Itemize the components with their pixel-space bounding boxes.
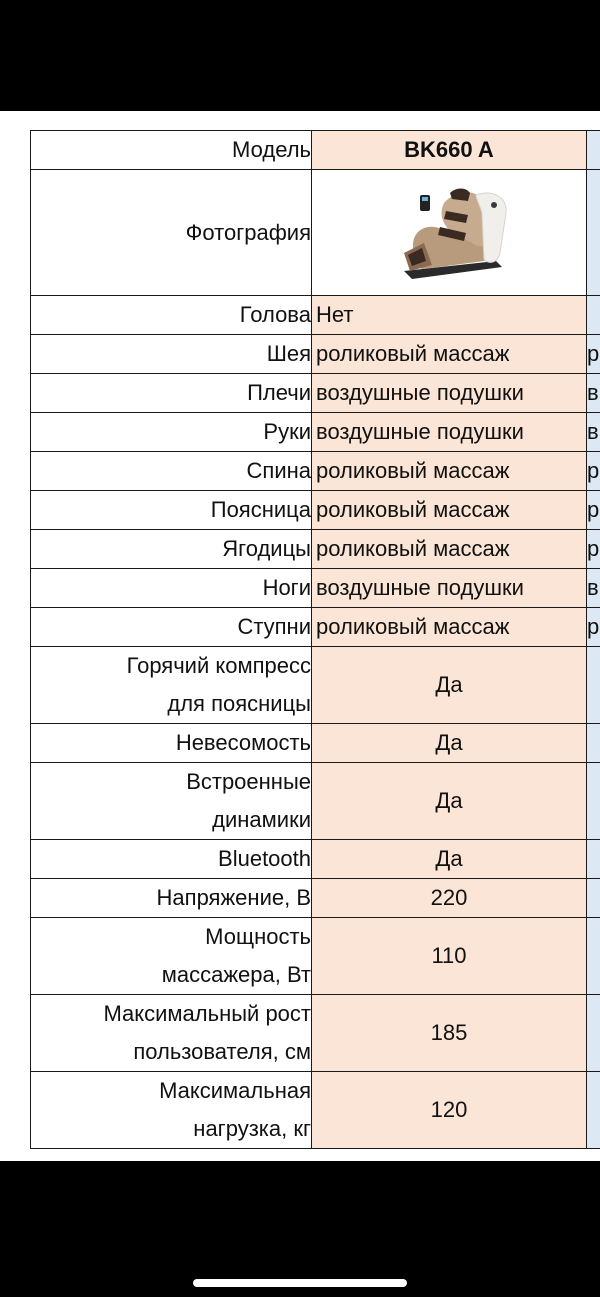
next-column-cell: в [587,413,600,452]
table-row-model [31,131,600,170]
row-value: Да [312,840,587,879]
row-value: Да [312,763,587,840]
table-row [31,335,600,374]
next-column-cell [587,879,600,918]
row-label [31,995,312,1072]
table-row [31,374,600,413]
table-row [31,491,600,530]
row-label-line: Горячий компресс [126,653,311,678]
table-row-bluetooth [31,840,600,879]
model-name: BK660 A [312,131,587,170]
row-label [31,1072,312,1149]
row-label: Поясница [31,491,312,530]
table-row-zero-gravity [31,724,600,763]
row-label: Напряжение, В [31,879,312,918]
next-column-cell [587,296,600,335]
next-column-cell: р [587,452,600,491]
table-row [31,413,600,452]
row-label: Ступни [31,608,312,647]
next-column-cell [587,763,600,840]
spec-table [30,130,600,1149]
table-row-voltage [31,879,600,918]
next-column-cell [587,840,600,879]
table-row-max-load [31,1072,600,1149]
table-row [31,296,600,335]
next-column-cell: р [587,335,600,374]
row-label-line: Мощность [205,924,311,949]
bottom-bar-area [0,1161,600,1297]
table-row-speakers [31,763,600,840]
table-row [31,569,600,608]
row-value: роликовый массаж [312,335,587,374]
row-value: воздушные подушки [312,569,587,608]
row-label: Ноги [31,569,312,608]
row-value: 185 [312,995,587,1072]
row-value: роликовый массаж [312,452,587,491]
row-label: Невесомость [31,724,312,763]
row-value: 110 [312,918,587,995]
row-value: роликовый массаж [312,608,587,647]
row-value: 120 [312,1072,587,1149]
next-column-cell: в [587,569,600,608]
row-value: воздушные подушки [312,413,587,452]
next-column-cell [587,918,600,995]
row-label-line: Максимальная [159,1078,311,1103]
status-bar-area [0,0,600,111]
next-column-cell [587,724,600,763]
row-label-line: пользователя, см [133,1039,311,1064]
row-value: роликовый массаж [312,491,587,530]
next-column-cell: в [587,374,600,413]
massage-chair-image [312,183,586,283]
row-label: Ягодицы [31,530,312,569]
next-column-cell [587,647,600,724]
next-column-cell [587,995,600,1072]
next-column-cell [587,131,600,170]
table-row [31,452,600,491]
row-value: 220 [312,879,587,918]
next-column-cell: р [587,491,600,530]
row-label-line: массажера, Вт [161,962,311,987]
row-label-line: для поясницы [167,691,311,716]
row-label-line: динамики [212,807,311,832]
table-row-hot-compress [31,647,600,724]
next-column-cell: р [587,530,600,569]
next-column-cell: р [587,608,600,647]
row-label: Руки [31,413,312,452]
home-indicator[interactable] [193,1279,407,1287]
table-row [31,530,600,569]
table-row-max-height [31,995,600,1072]
table-row-photo [31,170,600,296]
row-label: Плечи [31,374,312,413]
row-label: Шея [31,335,312,374]
next-column-cell [587,170,600,296]
row-label-line: нагрузка, кг [193,1116,311,1141]
row-value: воздушные подушки [312,374,587,413]
row-value: Да [312,647,587,724]
row-label: Модель [31,131,312,170]
table-row [31,608,600,647]
row-label [31,918,312,995]
next-column-cell [587,1072,600,1149]
row-label: Фотография [31,170,312,296]
row-value: Нет [312,296,587,335]
row-label-line: Максимальный рост [103,1001,311,1026]
row-label [31,647,312,724]
row-label: Голова [31,296,312,335]
row-label-line: Встроенные [186,769,311,794]
row-label: Bluetooth [31,840,312,879]
row-value: Да [312,724,587,763]
row-label [31,763,312,840]
row-value: роликовый массаж [312,530,587,569]
table-row-power [31,918,600,995]
row-label: Спина [31,452,312,491]
product-photo-cell [312,170,587,296]
